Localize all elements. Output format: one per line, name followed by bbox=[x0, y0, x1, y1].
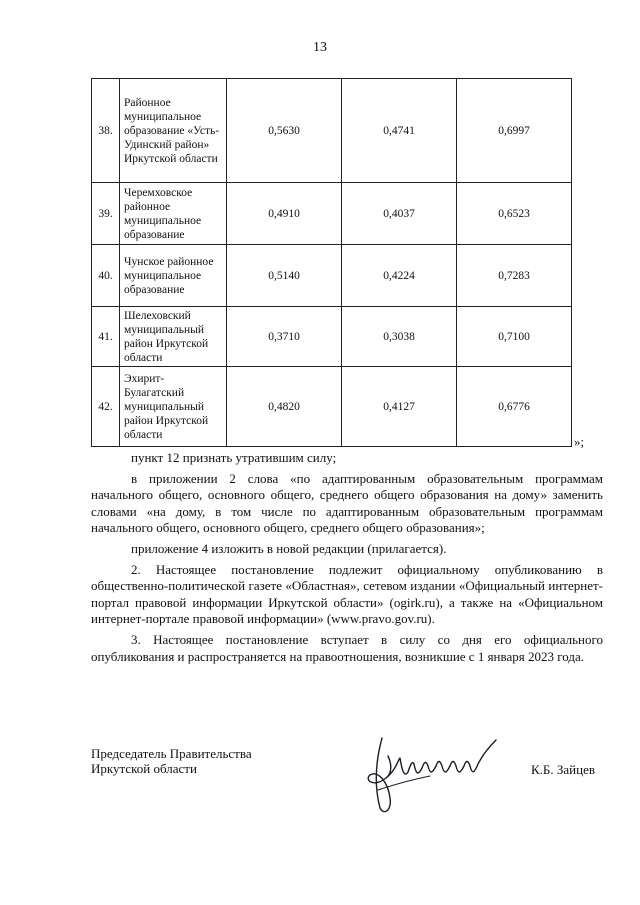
table-row bbox=[92, 367, 572, 447]
row-number: 38. bbox=[92, 79, 120, 183]
handwritten-signature bbox=[360, 730, 510, 820]
paragraph-publication: 2. Настоящее постановление подлежит официальному опубликованию в общественно-политической газете «Областная», сетевом издании «Официальный интернет-портал правовой информации Иркутской области» (ogirk.ru), а также на «Официальном интернет-портале правовой информации» (www.pravo.gov.ru). bbox=[91, 561, 603, 627]
signatory-position bbox=[91, 746, 252, 776]
table-closing-quote: »; bbox=[574, 434, 585, 449]
paragraph-appendix-2: в приложении 2 слова «по адаптированным образовательным программам начального общего, основного общего, среднего общего образования на дому» заменить словами «на дому, в том числе по адаптированным образовательным программам начального общего, основного общего, среднего общего образования»; bbox=[91, 470, 603, 536]
body-text bbox=[91, 450, 603, 665]
row-number: 41. bbox=[92, 307, 120, 367]
municipality-name: Районное муниципальное образование «Усть-Удинский район» Иркутской области bbox=[120, 79, 227, 183]
value-cell-3: 0,7283 bbox=[457, 245, 572, 307]
signatory-position-line2: Иркутской области bbox=[91, 761, 197, 776]
value-cell-1: 0,3710 bbox=[227, 307, 342, 367]
table-row bbox=[92, 307, 572, 367]
paragraph-item-12: пункт 12 признать утратившим силу; bbox=[131, 450, 337, 465]
value-cell-3: 0,6776 bbox=[457, 367, 572, 447]
value-cell-2: 0,4127 bbox=[342, 367, 457, 447]
value-cell-2: 0,4224 bbox=[342, 245, 457, 307]
table-row bbox=[92, 183, 572, 245]
municipality-name: Эхирит-Булагатский муниципальный район Иркутской области bbox=[120, 367, 227, 447]
row-number: 39. bbox=[92, 183, 120, 245]
value-cell-1: 0,5630 bbox=[227, 79, 342, 183]
paragraph-effective-date: 3. Настоящее постановление вступает в силу со дня его официального опубликования и распространяется на правоотношения, возникшие с 1 января 2023 года. bbox=[91, 631, 603, 664]
value-cell-2: 0,3038 bbox=[342, 307, 457, 367]
value-cell-1: 0,4820 bbox=[227, 367, 342, 447]
signatory-name: К.Б. Зайцев bbox=[531, 762, 595, 777]
paragraph-appendix-4: приложение 4 изложить в новой редакции (прилагается). bbox=[131, 540, 447, 556]
value-cell-1: 0,4910 bbox=[227, 183, 342, 245]
signatory-position-line1: Председатель Правительства bbox=[91, 746, 252, 761]
value-cell-2: 0,4741 bbox=[342, 79, 457, 183]
value-cell-3: 0,7100 bbox=[457, 307, 572, 367]
table-row bbox=[92, 79, 572, 183]
municipality-name: Шелеховский муниципальный район Иркутской области bbox=[120, 307, 227, 367]
value-cell-1: 0,5140 bbox=[227, 245, 342, 307]
coefficients-table bbox=[91, 78, 572, 447]
value-cell-2: 0,4037 bbox=[342, 183, 457, 245]
table-row bbox=[92, 245, 572, 307]
row-number: 40. bbox=[92, 245, 120, 307]
page-number: 13 bbox=[313, 40, 327, 55]
value-cell-3: 0,6523 bbox=[457, 183, 572, 245]
row-number: 42. bbox=[92, 367, 120, 447]
value-cell-3: 0,6997 bbox=[457, 79, 572, 183]
municipality-name: Черемховское районное муниципальное образование bbox=[120, 183, 227, 245]
municipality-name: Чунское районное муниципальное образование bbox=[120, 245, 227, 307]
